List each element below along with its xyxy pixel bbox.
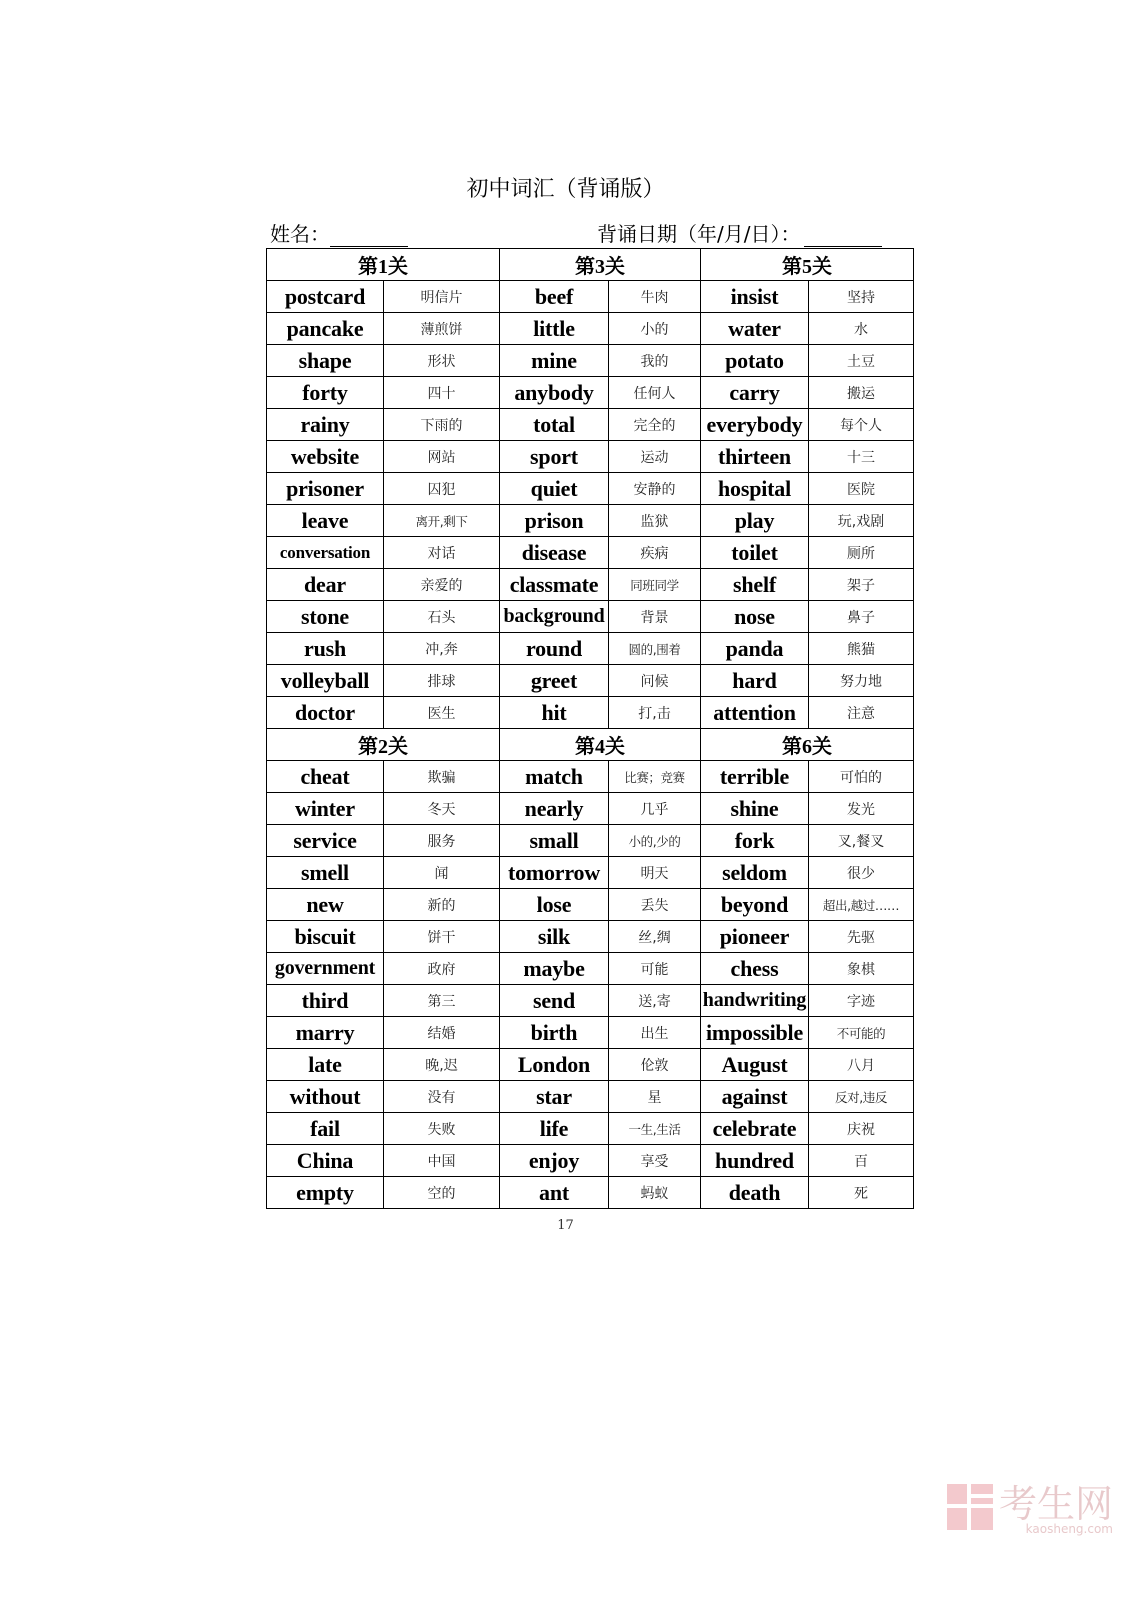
english-word: quiet <box>500 473 609 505</box>
english-word: new <box>267 889 384 921</box>
chinese-meaning: 水 <box>809 313 914 345</box>
section-header-row <box>267 249 914 281</box>
english-word: without <box>267 1081 384 1113</box>
table-row <box>267 985 914 1017</box>
english-word: shelf <box>701 569 809 601</box>
table-row <box>267 761 914 793</box>
section-header-row <box>267 729 914 761</box>
chinese-meaning: 明信片 <box>384 281 500 313</box>
english-word: beyond <box>701 889 809 921</box>
table-row <box>267 377 914 409</box>
table-row <box>267 1177 914 1209</box>
english-word: death <box>701 1177 809 1209</box>
english-word: little <box>500 313 609 345</box>
chinese-meaning: 送,寄 <box>609 985 701 1017</box>
table-row <box>267 697 914 729</box>
date-blank <box>804 228 882 247</box>
english-word: marry <box>267 1017 384 1049</box>
english-word: late <box>267 1049 384 1081</box>
english-word: nose <box>701 601 809 633</box>
chinese-meaning: 冬天 <box>384 793 500 825</box>
english-word: pioneer <box>701 921 809 953</box>
chinese-meaning: 伦敦 <box>609 1049 701 1081</box>
english-word: shape <box>267 345 384 377</box>
chinese-meaning: 努力地 <box>809 665 914 697</box>
watermark-url: kaosheng.com <box>1025 1522 1113 1536</box>
english-word: small <box>500 825 609 857</box>
chinese-meaning: 背景 <box>609 601 701 633</box>
table-row <box>267 1081 914 1113</box>
chinese-meaning: 冲,奔 <box>384 633 500 665</box>
chinese-meaning: 形状 <box>384 345 500 377</box>
chinese-meaning: 新的 <box>384 889 500 921</box>
chinese-meaning: 叉,餐叉 <box>809 825 914 857</box>
chinese-meaning: 超出,越过…… <box>809 889 914 921</box>
chinese-meaning: 安静的 <box>609 473 701 505</box>
chinese-meaning: 鼻子 <box>809 601 914 633</box>
table-row <box>267 889 914 921</box>
english-word: attention <box>701 697 809 729</box>
name-label: 姓名： <box>270 222 330 246</box>
english-word: chess <box>701 953 809 985</box>
level-title: 第6关 <box>701 729 914 761</box>
chinese-meaning: 玩,戏剧 <box>809 505 914 537</box>
chinese-meaning: 几乎 <box>609 793 701 825</box>
english-word: government <box>267 953 384 985</box>
chinese-meaning: 疾病 <box>609 537 701 569</box>
english-word: ant <box>500 1177 609 1209</box>
english-word: winter <box>267 793 384 825</box>
english-word: forty <box>267 377 384 409</box>
chinese-meaning: 网站 <box>384 441 500 473</box>
chinese-meaning: 小的 <box>609 313 701 345</box>
english-word: match <box>500 761 609 793</box>
table-row <box>267 953 914 985</box>
english-word: carry <box>701 377 809 409</box>
english-word: hit <box>500 697 609 729</box>
chinese-meaning: 问候 <box>609 665 701 697</box>
english-word: against <box>701 1081 809 1113</box>
level-title: 第3关 <box>500 249 701 281</box>
table-row <box>267 1049 914 1081</box>
chinese-meaning: 下雨的 <box>384 409 500 441</box>
chinese-meaning: 打,击 <box>609 697 701 729</box>
date-field <box>597 218 882 247</box>
chinese-meaning: 同班同学 <box>609 569 701 601</box>
english-word: biscuit <box>267 921 384 953</box>
english-word: classmate <box>500 569 609 601</box>
chinese-meaning: 排球 <box>384 665 500 697</box>
table-row <box>267 441 914 473</box>
chinese-meaning: 字迹 <box>809 985 914 1017</box>
english-word: hard <box>701 665 809 697</box>
english-word: greet <box>500 665 609 697</box>
chinese-meaning: 政府 <box>384 953 500 985</box>
english-word: tomorrow <box>500 857 609 889</box>
english-word: toilet <box>701 537 809 569</box>
table-row <box>267 633 914 665</box>
english-word: conversation <box>267 537 384 569</box>
table-row <box>267 281 914 313</box>
english-word: life <box>500 1113 609 1145</box>
page-title: 初中词汇（背诵版） <box>466 177 665 202</box>
level-title: 第5关 <box>701 249 914 281</box>
chinese-meaning: 运动 <box>609 441 701 473</box>
english-word: silk <box>500 921 609 953</box>
english-word: round <box>500 633 609 665</box>
watermark <box>947 1484 1113 1536</box>
english-word: send <box>500 985 609 1017</box>
english-word: volleyball <box>267 665 384 697</box>
english-word: prisoner <box>267 473 384 505</box>
table-row <box>267 345 914 377</box>
english-word: smell <box>267 857 384 889</box>
english-word: total <box>500 409 609 441</box>
english-word: rainy <box>267 409 384 441</box>
vocabulary-table <box>266 248 914 1209</box>
chinese-meaning: 明天 <box>609 857 701 889</box>
table-row <box>267 921 914 953</box>
chinese-meaning: 十三 <box>809 441 914 473</box>
chinese-meaning: 服务 <box>384 825 500 857</box>
chinese-meaning: 厕所 <box>809 537 914 569</box>
chinese-meaning: 小的,少的 <box>609 825 701 857</box>
english-word: impossible <box>701 1017 809 1049</box>
chinese-meaning: 不可能的 <box>809 1017 914 1049</box>
english-word: thirteen <box>701 441 809 473</box>
chinese-meaning: 离开,剩下 <box>384 505 500 537</box>
table-row <box>267 793 914 825</box>
english-word: enjoy <box>500 1145 609 1177</box>
chinese-meaning: 可能 <box>609 953 701 985</box>
chinese-meaning: 欺骗 <box>384 761 500 793</box>
english-word: pancake <box>267 313 384 345</box>
chinese-meaning: 丢失 <box>609 889 701 921</box>
chinese-meaning: 发光 <box>809 793 914 825</box>
chinese-meaning: 圆的,围着 <box>609 633 701 665</box>
chinese-meaning: 八月 <box>809 1049 914 1081</box>
chinese-meaning: 饼干 <box>384 921 500 953</box>
table-row <box>267 665 914 697</box>
english-word: August <box>701 1049 809 1081</box>
english-word: hundred <box>701 1145 809 1177</box>
english-word: website <box>267 441 384 473</box>
table-row <box>267 1113 914 1145</box>
level-title: 第1关 <box>267 249 500 281</box>
chinese-meaning: 薄煎饼 <box>384 313 500 345</box>
english-word: prison <box>500 505 609 537</box>
chinese-meaning: 很少 <box>809 857 914 889</box>
level-title: 第4关 <box>500 729 701 761</box>
table-row <box>267 825 914 857</box>
name-blank <box>330 228 408 247</box>
english-word: doctor <box>267 697 384 729</box>
chinese-meaning: 比赛；竞赛 <box>609 761 701 793</box>
chinese-meaning: 死 <box>809 1177 914 1209</box>
chinese-meaning: 享受 <box>609 1145 701 1177</box>
chinese-meaning: 任何人 <box>609 377 701 409</box>
table-row <box>267 313 914 345</box>
chinese-meaning: 反对,违反 <box>809 1081 914 1113</box>
english-word: mine <box>500 345 609 377</box>
chinese-meaning: 土豆 <box>809 345 914 377</box>
english-word: cheat <box>267 761 384 793</box>
chinese-meaning: 象棋 <box>809 953 914 985</box>
english-word: nearly <box>500 793 609 825</box>
english-word: handwriting <box>701 985 809 1017</box>
english-word: background <box>500 601 609 633</box>
english-word: everybody <box>701 409 809 441</box>
english-word: postcard <box>267 281 384 313</box>
chinese-meaning: 完全的 <box>609 409 701 441</box>
chinese-meaning: 四十 <box>384 377 500 409</box>
english-word: stone <box>267 601 384 633</box>
english-word: leave <box>267 505 384 537</box>
table-row <box>267 569 914 601</box>
watermark-name: 考生网 <box>998 1482 1113 1526</box>
chinese-meaning: 闻 <box>384 857 500 889</box>
english-word: fail <box>267 1113 384 1145</box>
chinese-meaning: 可怕的 <box>809 761 914 793</box>
english-word: third <box>267 985 384 1017</box>
english-word: celebrate <box>701 1113 809 1145</box>
name-field <box>270 218 408 247</box>
english-word: service <box>267 825 384 857</box>
chinese-meaning: 一生,生活 <box>609 1113 701 1145</box>
chinese-meaning: 出生 <box>609 1017 701 1049</box>
chinese-meaning: 医生 <box>384 697 500 729</box>
chinese-meaning: 结婚 <box>384 1017 500 1049</box>
chinese-meaning: 第三 <box>384 985 500 1017</box>
watermark-logo-icon <box>947 1484 993 1530</box>
chinese-meaning: 庆祝 <box>809 1113 914 1145</box>
table-row <box>267 1017 914 1049</box>
chinese-meaning: 百 <box>809 1145 914 1177</box>
chinese-meaning: 监狱 <box>609 505 701 537</box>
english-word: terrible <box>701 761 809 793</box>
english-word: panda <box>701 633 809 665</box>
english-word: water <box>701 313 809 345</box>
chinese-meaning: 坚持 <box>809 281 914 313</box>
chinese-meaning: 蚂蚁 <box>609 1177 701 1209</box>
chinese-meaning: 架子 <box>809 569 914 601</box>
level-title: 第2关 <box>267 729 500 761</box>
english-word: shine <box>701 793 809 825</box>
chinese-meaning: 搬运 <box>809 377 914 409</box>
chinese-meaning: 失败 <box>384 1113 500 1145</box>
table-row <box>267 409 914 441</box>
english-word: star <box>500 1081 609 1113</box>
english-word: insist <box>701 281 809 313</box>
english-word: beef <box>500 281 609 313</box>
english-word: China <box>267 1145 384 1177</box>
page-number: 17 <box>557 1218 574 1233</box>
chinese-meaning: 先驱 <box>809 921 914 953</box>
english-word: hospital <box>701 473 809 505</box>
table-row <box>267 1145 914 1177</box>
table-row <box>267 601 914 633</box>
chinese-meaning: 石头 <box>384 601 500 633</box>
english-word: seldom <box>701 857 809 889</box>
english-word: fork <box>701 825 809 857</box>
chinese-meaning: 晚,迟 <box>384 1049 500 1081</box>
english-word: rush <box>267 633 384 665</box>
chinese-meaning: 熊猫 <box>809 633 914 665</box>
chinese-meaning: 没有 <box>384 1081 500 1113</box>
english-word: potato <box>701 345 809 377</box>
chinese-meaning: 注意 <box>809 697 914 729</box>
chinese-meaning: 对话 <box>384 537 500 569</box>
chinese-meaning: 每个人 <box>809 409 914 441</box>
chinese-meaning: 我的 <box>609 345 701 377</box>
english-word: sport <box>500 441 609 473</box>
chinese-meaning: 亲爱的 <box>384 569 500 601</box>
chinese-meaning: 星 <box>609 1081 701 1113</box>
date-label: 背诵日期（年/月/日）： <box>597 222 801 246</box>
english-word: anybody <box>500 377 609 409</box>
english-word: birth <box>500 1017 609 1049</box>
table-row <box>267 505 914 537</box>
english-word: empty <box>267 1177 384 1209</box>
chinese-meaning: 丝,绸 <box>609 921 701 953</box>
table-row <box>267 537 914 569</box>
english-word: lose <box>500 889 609 921</box>
chinese-meaning: 空的 <box>384 1177 500 1209</box>
chinese-meaning: 牛肉 <box>609 281 701 313</box>
table-row <box>267 473 914 505</box>
chinese-meaning: 中国 <box>384 1145 500 1177</box>
english-word: disease <box>500 537 609 569</box>
english-word: dear <box>267 569 384 601</box>
chinese-meaning: 囚犯 <box>384 473 500 505</box>
chinese-meaning: 医院 <box>809 473 914 505</box>
english-word: London <box>500 1049 609 1081</box>
english-word: play <box>701 505 809 537</box>
table-row <box>267 857 914 889</box>
english-word: maybe <box>500 953 609 985</box>
